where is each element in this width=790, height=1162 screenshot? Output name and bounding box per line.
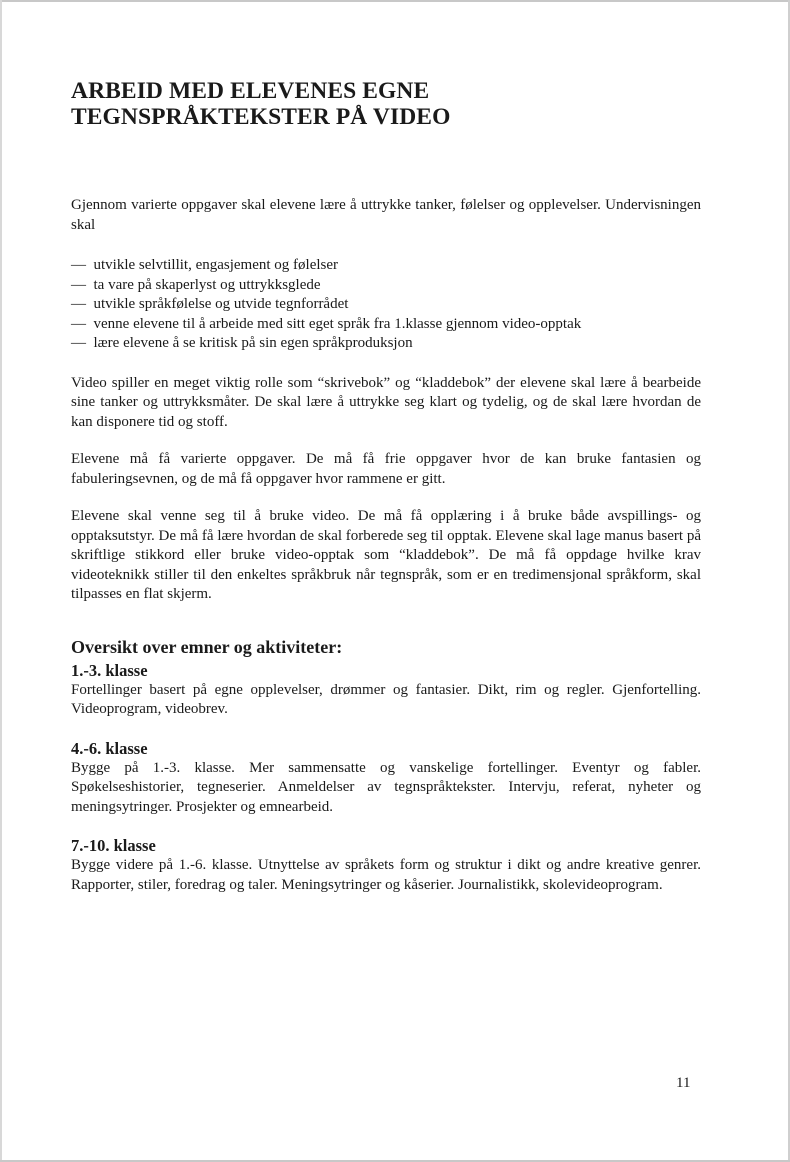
video-use-paragraph: Elevene skal venne seg til å bruke video. De må få opplæring i å bruke både avspillings- og opptaksutstyr. De må få lære hvordan de skal forberede seg til opptak. Elevene skal lage manus basert på skriftlige stikkord eller bruke video-opptak som “kladdebok”. De må få oppdage hvilke krav videoteknikk stiller til den enkeltes språkbruk når tegnspråk, som er en tredimensjonal språkform, skal tilpasses en flat skjerm. [71,508,701,602]
goal-item: — utvikle språkfølelse og utvide tegnforrådet [71,295,701,315]
overview-heading: Oversikt over emner og aktiviteter: [71,636,343,657]
scan-edge-left [0,0,2,1162]
section-text: Bygge videre på 1.-6. klasse. Utnyttelse av språkets form og struktur i dikt og andre kreative genrer. Rapporter, stiler, foredrag og taler. Meningsytringer og kåserier. Journalistikk, skolevideoprogram. [71,857,701,893]
page-title-line-1: ARBEID MED ELEVENES EGNE [71,78,430,104]
section-heading: 1.-3. klasse [71,660,148,680]
section-grades-7-10 [71,836,701,895]
goals-list [71,256,701,354]
varied-tasks-paragraph: Elevene må få varierte oppgaver. De må få frie oppgaver hvor de kan bruke fantasien og fabuleringsevnen, og de må få oppgaver hvor rammene er gitt. [71,451,701,487]
page-title-line-2: TEGNSPRÅKTEKSTER PÅ VIDEO [71,104,451,130]
section-heading: 7.-10. klasse [71,836,156,855]
section-text: Fortellinger basert på egne opplevelser, drømmer og fantasier. Dikt, rim og regler. Gjenfortelling. Videoprogram, videobrev. [71,681,701,717]
goal-item: — utvikle selvtillit, engasjement og følelser [71,256,701,276]
page-title [71,78,701,130]
goal-item: — venne elevene til å arbeide med sitt eget språk fra 1.klasse gjennom video-opptak [71,315,701,335]
section-grades-4-6 [71,739,701,818]
video-role-paragraph: Video spiller en meget viktig rolle som “skrivebok” og “kladdebok” der elevene skal lære å bearbeide sine tanker og uttrykksmåter. De skal lære å uttrykke seg klart og tydelig, og de skal lære hvordan de kan disponere tid og stoff. [71,374,701,430]
section-text: Bygge på 1.-3. klasse. Mer sammensatte og vanskelige fortellinger. Eventyr og fabler. Spøkelseshistorier, tegneserier. Anmeldelser av tegnspråktekster. Intervju, referat, nyheter og meningsytringer. Prosjekter og emnearbeid. [71,759,701,815]
goal-item: — lære elevene å se kritisk på sin egen språkproduksjon [71,334,701,354]
goal-item: — ta vare på skaperlyst og uttrykksglede [71,276,701,296]
section-heading: 4.-6. klasse [71,738,148,758]
intro-paragraph: Gjennom varierte oppgaver skal elevene lære å uttrykke tanker, følelser og opplevelser. Undervisningen skal [71,197,701,233]
page-body [71,78,701,895]
section-grades-1-3 [71,661,701,720]
scan-edge-top [0,0,790,2]
page-number: 11 [676,1075,691,1091]
